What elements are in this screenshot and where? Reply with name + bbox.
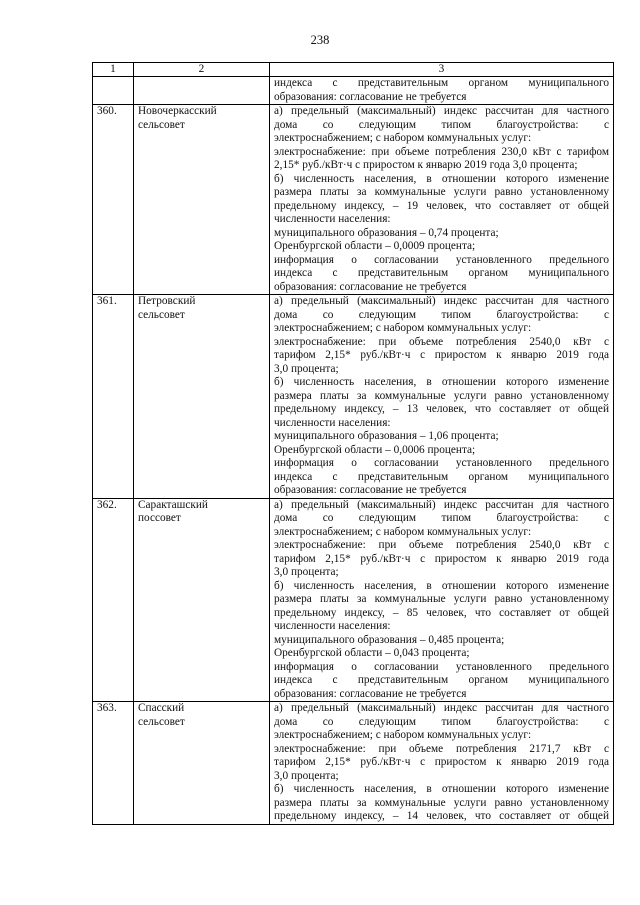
description-line: электроснабжение: при объеме потребления 2540,0 кВт с [274, 335, 609, 348]
municipality-name-line: Петровский [138, 295, 196, 307]
description-line: индекса с представительным органом муниципального [274, 77, 609, 89]
description-line: предельному индексу, – 13 человек, что составляет от общей [274, 403, 609, 415]
description-line: предельному индексу, – 19 человек, что составляет от общей [274, 199, 609, 212]
description-line: образования: согласование не требуется [274, 484, 467, 496]
description-line: электроснабжением; с набором коммунальных услуг: [274, 525, 532, 538]
description-line: б) численность населения, в отношении которого изменение [274, 579, 609, 592]
description-line: б) численность населения, в отношении которого изменение [274, 376, 609, 388]
description-line: образования: согласование не требуется [274, 687, 467, 700]
description-line: дома со следующим типом благоустройства: с [274, 512, 609, 524]
municipality-name-line: Новочеркасский [138, 105, 217, 117]
description-line: а) предельный (максимальный) индекс рассчитан для частного [274, 105, 609, 117]
tariff-index-table [92, 62, 614, 825]
description-line: 2,15* руб./кВт·ч с приростом к январю 2019 года 3,0 процента; [274, 159, 578, 171]
description-line: дома со следующим типом благоустройства: с [274, 308, 609, 321]
column-header-number: 1 [93, 63, 134, 77]
description-line: 3,0 процента; [274, 769, 339, 782]
description-line: численности населения: [274, 213, 391, 225]
table-body [93, 77, 614, 825]
municipality-name-line: сельсовет [138, 715, 185, 728]
description-line: электроснабжением; с набором коммунальных услуг: [274, 322, 532, 334]
description-line: индекса с представительным органом муниципального [274, 267, 609, 279]
description-line: тарифом 2,15* руб./кВт·ч с приростом к январю 2019 года [274, 756, 609, 768]
description-line: предельному индексу, – 85 человек, что составляет от общей [274, 606, 609, 619]
description-line: б) численность населения, в отношении которого изменение [274, 783, 609, 795]
municipality-name [134, 702, 270, 825]
index-description [270, 498, 614, 702]
page-number: 238 [310, 33, 330, 47]
table-row [93, 702, 614, 825]
description-line: электроснабжением; с набором коммунальных услуг: [274, 132, 532, 144]
municipality-name-line: Саракташский [138, 498, 208, 511]
row-number: 361. [93, 295, 134, 499]
index-description [270, 295, 614, 499]
row-number: 363. [93, 702, 134, 825]
column-header-municipality: 2 [134, 63, 270, 77]
description-line: размера платы за коммунальные услуги равно установленному [274, 796, 609, 809]
municipality-name [134, 77, 270, 105]
table-row [93, 498, 614, 702]
description-line: а) предельный (максимальный) индекс рассчитан для частного [274, 702, 609, 714]
table-row [93, 77, 614, 105]
description-line: тарифом 2,15* руб./кВт·ч с приростом к январю 2019 года [274, 349, 609, 361]
description-line: Оренбургской области – 0,043 процента; [274, 647, 470, 659]
municipality-name-line: поссовет [138, 512, 181, 524]
description-line: информация о согласовании установленного предельного [274, 457, 609, 469]
municipality-name-line: сельсовет [138, 118, 185, 131]
description-line: электроснабжением; с набором коммунальных услуг: [274, 729, 532, 741]
description-line: размера платы за коммунальные услуги равно установленному [274, 593, 609, 605]
description-line: тарифом 2,15* руб./кВт·ч с приростом к январю 2019 года [274, 552, 609, 565]
description-line: а) предельный (максимальный) индекс рассчитан для частного [274, 295, 609, 307]
municipality-name-line: Спасский [138, 702, 185, 714]
description-line: Оренбургской области – 0,0009 процента; [274, 240, 476, 252]
description-line: муниципального образования – 1,06 процента; [274, 430, 499, 442]
municipality-name [134, 498, 270, 702]
municipality-name [134, 295, 270, 499]
row-number: 360. [93, 105, 134, 295]
description-line: размера платы за коммунальные услуги равно установленному [274, 389, 609, 402]
description-line: муниципального образования – 0,485 процента; [274, 633, 505, 646]
description-line: б) численность населения, в отношении которого изменение [274, 172, 609, 185]
description-line: электроснабжение: при объеме потребления 230,0 кВт с тарифом [274, 145, 609, 158]
description-line: информация о согласовании установленного предельного [274, 660, 609, 673]
index-description [270, 105, 614, 295]
index-description [270, 77, 614, 105]
table-row [93, 105, 614, 295]
description-line: дома со следующим типом благоустройства: с [274, 118, 609, 131]
description-line: электроснабжение: при объеме потребления 2540,0 кВт с [274, 539, 609, 551]
description-line: индекса с представительным органом муниципального [274, 470, 609, 483]
description-line: муниципального образования – 0,74 процента; [274, 226, 499, 239]
description-line: Оренбургской области – 0,0006 процента; [274, 443, 476, 456]
description-line: образования: согласование не требуется [274, 280, 467, 293]
description-line: предельному индексу, – 14 человек, что составляет от общей [274, 810, 609, 822]
description-line: размера платы за коммунальные услуги равно установленному [274, 186, 609, 198]
description-line: дома со следующим типом благоустройства: с [274, 715, 609, 728]
description-line: информация о согласовании установленного предельного [274, 253, 609, 266]
table-row [93, 295, 614, 499]
municipality-name-line: сельсовет [138, 308, 185, 321]
description-line: численности населения: [274, 416, 391, 429]
description-line: образования: согласование не требуется [274, 90, 467, 103]
description-line: численности населения: [274, 620, 391, 632]
index-description [270, 702, 614, 825]
row-number [93, 77, 134, 105]
description-line: 3,0 процента; [274, 362, 339, 375]
description-line: индекса с представительным органом муниципального [274, 674, 609, 686]
row-number: 362. [93, 498, 134, 702]
description-line: электроснабжение: при объеме потребления 2171,7 кВт с [274, 742, 609, 755]
column-header-description: 3 [270, 63, 614, 77]
table-header-row [93, 63, 614, 77]
municipality-name [134, 105, 270, 295]
description-line: а) предельный (максимальный) индекс рассчитан для частного [274, 498, 609, 511]
description-line: 3,0 процента; [274, 566, 339, 578]
